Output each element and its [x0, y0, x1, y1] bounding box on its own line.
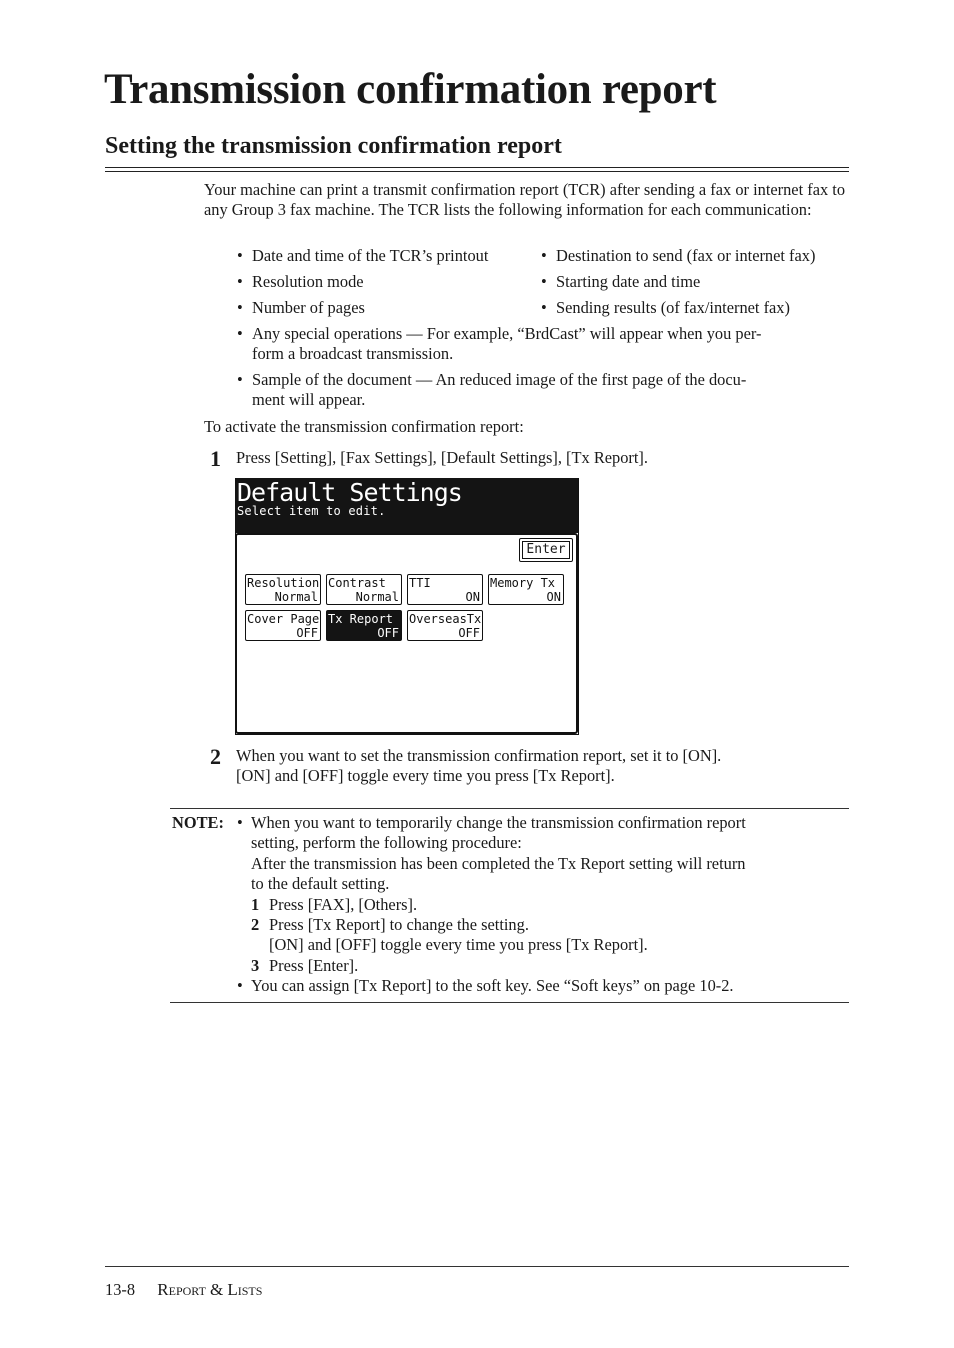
- resolution-button[interactable]: Resolution Normal: [247, 576, 320, 604]
- bullet-item: • Destination to send (fax or internet fax): [541, 246, 816, 265]
- lcd-title: Default Settings: [237, 478, 462, 507]
- page-footer: [105, 1280, 262, 1301]
- note-top-rule: [170, 808, 849, 809]
- bullet-item: • Sending results (of fax/internet fax): [541, 298, 790, 317]
- memory-tx-button[interactable]: Memory Tx ON: [488, 574, 564, 605]
- footer-rule: [105, 1266, 849, 1267]
- bullet-item: • Any special operations — For example, “BrdCast” will appear when you per- form a broadcast transmission.: [237, 324, 762, 364]
- note-label: NOTE:: [172, 813, 224, 832]
- activate-text: To activate the transmission confirmation report:: [204, 417, 524, 436]
- tx-report-button[interactable]: Tx Report OFF: [326, 610, 402, 641]
- step-number: 1: [210, 446, 221, 471]
- bullet-item: • Starting date and time: [541, 272, 701, 291]
- page-title: Transmission confirmation report: [104, 66, 717, 113]
- lcd-subtitle: Select item to edit.: [237, 504, 386, 518]
- contrast-button[interactable]: Contrast Normal: [326, 574, 402, 605]
- step-text: Press [Setting], [Fax Settings], [Default Settings], [Tx Report].: [236, 448, 648, 467]
- step-number: 2: [210, 744, 221, 769]
- bullet-item: • Resolution mode: [237, 272, 364, 291]
- note-bullet: • When you want to temporarily change the transmission confirmation report setting, perform the following procedure: After the transmission has been completed the Tx Report setting will return to the default setting. 1 Press [FAX], [Others]. 2 Press [Tx Report] to change the setting. [ON] and [OFF] toggle every time you press [Tx Report]. 3 Press [Enter]. • You can assign [Tx Report] to the soft key. See “Soft keys” on page 10-2.: [237, 813, 847, 997]
- overseas-tx-button[interactable]: OverseasTx OFF: [409, 612, 482, 640]
- note-step: 3 Press [Enter].: [251, 955, 359, 975]
- section-name: REPORT & LISTS: [157, 1280, 263, 1299]
- intro-paragraph: Your machine can print a transmit confirmation report (TCR) after sending a fax or internet fax to any Group 3 fax machine. The TCR lists the following information for each communication:: [204, 180, 846, 220]
- cover-page-button[interactable]: Cover Page OFF: [247, 612, 320, 640]
- bullet-item: • Date and time of the TCR’s printout: [237, 246, 489, 265]
- step-text: When you want to set the transmission confirmation report, set it to [ON]. [ON] and [OFF] toggle every time you press [Tx Report].: [236, 746, 722, 786]
- note-bottom-rule: [170, 1002, 849, 1003]
- bullet-item: • Number of pages: [237, 298, 365, 317]
- enter-button[interactable]: Enter: [519, 538, 573, 562]
- tti-button[interactable]: TTI ON: [407, 574, 483, 605]
- section-title: Setting the transmission confirmation report: [105, 133, 562, 159]
- section-divider: [105, 167, 849, 172]
- lcd-header: [235, 478, 578, 533]
- page-number: 13-8: [105, 1280, 136, 1299]
- bullet-item: • Sample of the document — An reduced image of the first page of the docu- ment will appear.: [237, 370, 747, 410]
- note-step: [ON] and [OFF] toggle every time you press [Tx Report].: [269, 935, 648, 955]
- note-step: 2 Press [Tx Report] to change the setting.: [251, 915, 529, 935]
- note-step: 1 Press [FAX], [Others].: [251, 894, 418, 914]
